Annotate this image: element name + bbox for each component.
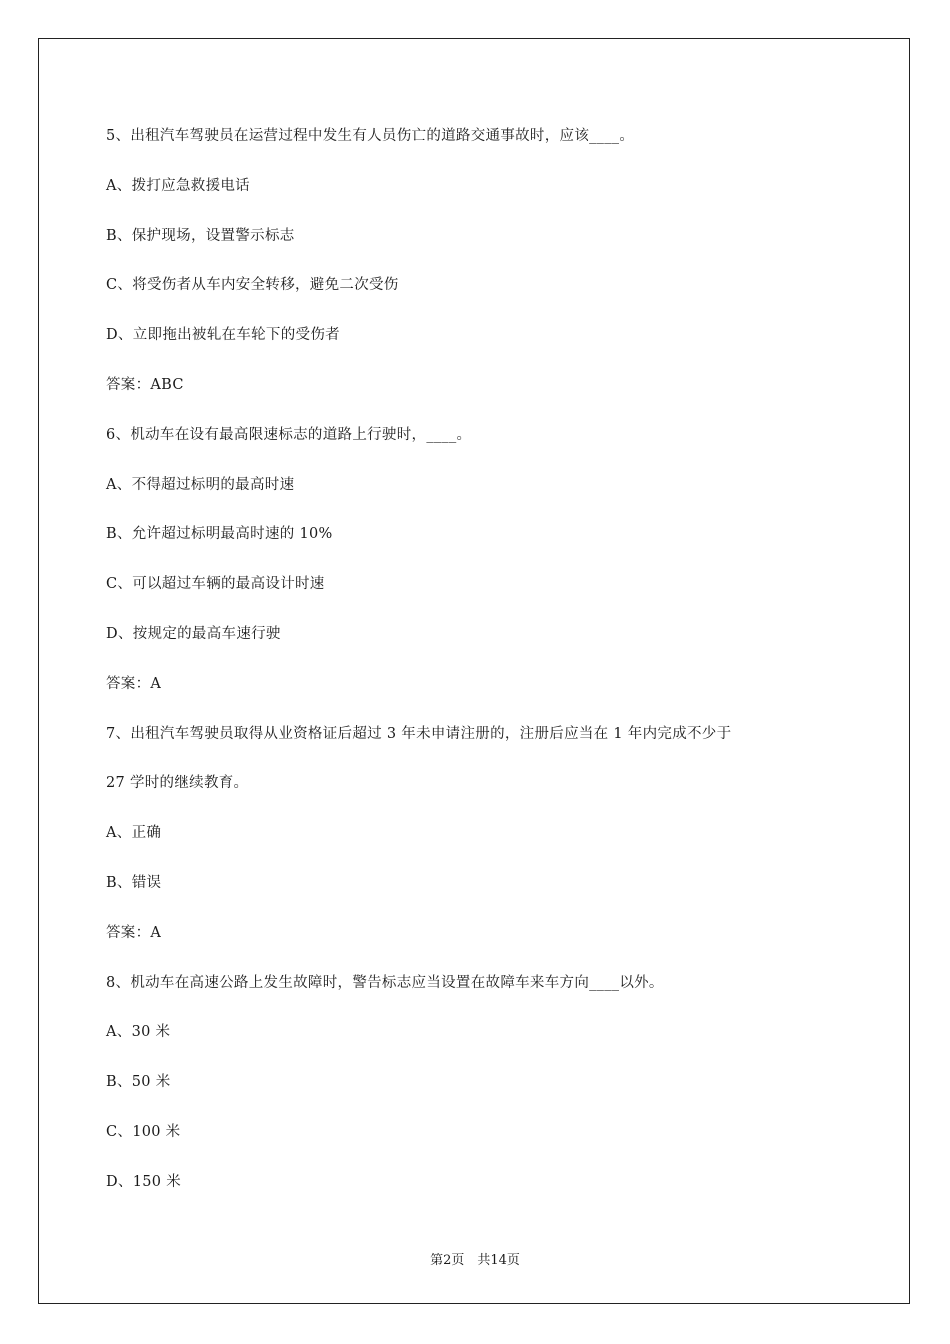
question-5-option-b: B、保护现场，设置警示标志 (106, 227, 295, 244)
question-6-text: 6、机动车在设有最高限速标志的道路上行驶时，____。 (106, 426, 472, 443)
question-8-text: 8、机动车在高速公路上发生故障时，警告标志应当设置在故障车来车方向____以外。 (106, 974, 664, 991)
question-6-option-d: D、按规定的最高车速行驶 (106, 625, 281, 642)
question-7-text-continued: 27 学时的继续教育。 (106, 775, 249, 792)
question-8-option-b: B、50 米 (106, 1074, 171, 1091)
question-5-option-d: D、立即拖出被轧在车轮下的受伤者 (106, 327, 340, 344)
question-8-option-c: C、100 米 (106, 1123, 181, 1140)
question-8-option-d: D、150 米 (106, 1173, 182, 1190)
question-5-text: 5、出租汽车驾驶员在运营过程中发生有人员伤亡的道路交通事故时，应该____。 (106, 128, 635, 144)
question-7-option-b: B、错误 (106, 874, 162, 891)
question-7-answer: 答案：A (106, 924, 162, 941)
question-6-answer: 答案：A (106, 675, 162, 692)
page-footer: 第2页 共14页 (430, 1253, 520, 1268)
question-6-option-c: C、可以超过车辆的最高设计时速 (106, 576, 325, 593)
question-5-option-c: C、将受伤者从车内安全转移，避免二次受伤 (106, 277, 399, 294)
document-content (106, 124, 786, 1220)
question-6-option-b: B、允许超过标明最高时速的 10% (106, 526, 333, 543)
question-6-option-a: A、不得超过标明的最高时速 (106, 476, 295, 493)
question-7-text: 7、出租汽车驾驶员取得从业资格证后超过 3 年未申请注册的，注册后应当在 1 年内完成不少于 (106, 725, 732, 742)
question-5-answer: 答案：ABC (106, 376, 184, 393)
question-7-option-a: A、正确 (106, 825, 162, 842)
question-8-option-a: A、30 米 (106, 1024, 171, 1041)
question-5-option-a: A、拨打应急救援电话 (106, 177, 250, 194)
